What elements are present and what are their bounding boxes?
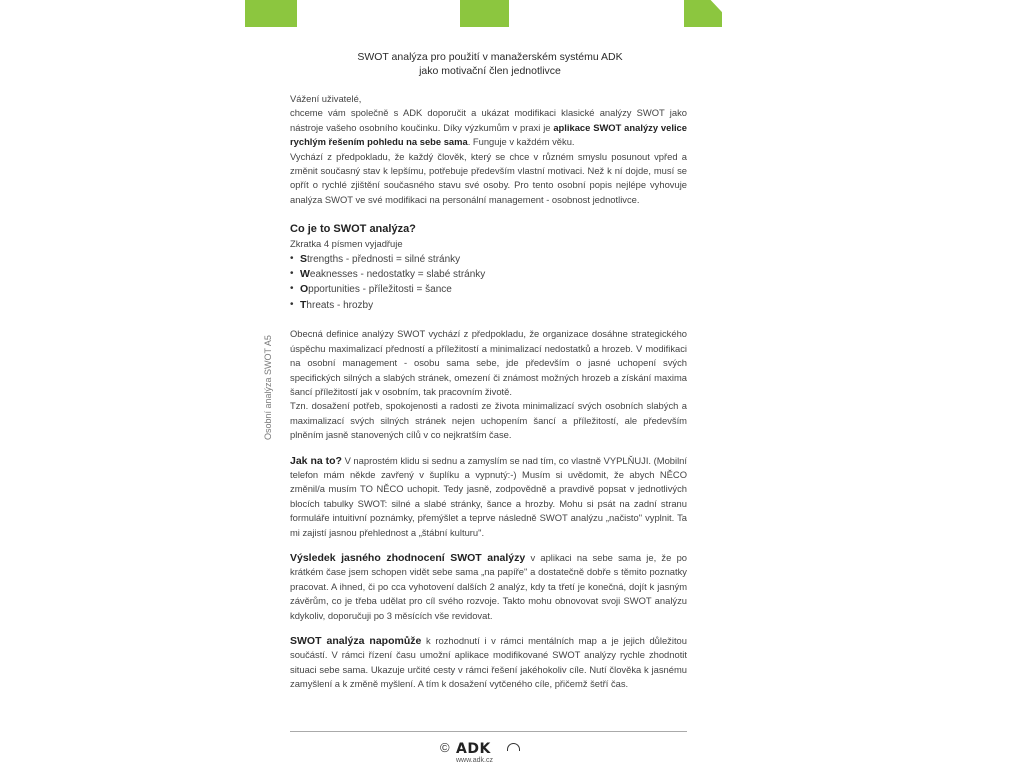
swot-list — [290, 252, 687, 314]
intro-paragraph-2: Vychází z předpokladu, že každý člověk, který se chce v různém smyslu posunout vpřed a změnit současný stav k lepšímu, potřebuje především vlastní motivaci. Než k ní dojde, musí se opřít o rychlé zjištění současného stavu své osoby. Pro tento osobní popis nejlépe vyhovuje analýza SWOT ve své modifikaci na personální management - osobnost jednotlivce. — [290, 150, 687, 205]
green-tab-left — [245, 0, 297, 27]
greeting: Vážení uživatelé, — [290, 93, 362, 104]
intro-highlight: aplikace SWOT analýzy velice rychlým řešením pohledu na sebe sama — [290, 121, 687, 148]
copyright-icon: © — [440, 740, 450, 755]
document-body — [290, 92, 687, 692]
result-heading: Výsledek jasného zhodnocení SWOT analýzy — [290, 551, 526, 564]
helps-paragraph: SWOT analýza napomůže k rozhodnutí i v rámci mentálních map a je jejich důležitou součástí. V rámci řízení času umožní aplikace modifikované SWOT analýzy rychle zhodnotit situaci sebe sama. Ukazuje určité cesty v rámci řešení jakéhokoliv cíle. Nutí člověka k jasnému zamyšlení a k změně myšlení. A tím k dosažení vytčeného cíle, přičemž šetří čas. — [290, 635, 687, 690]
footer-divider — [290, 731, 687, 732]
logo-arc-icon — [507, 743, 520, 751]
how-paragraph: Jak na to? V naprostém klidu si sednu a zamyslím se nad tím, co vlastně VYPLŇUJI. (Mobilní telefon mám někde zavřený v šuplíku a vypnutý:-) Musím si uvědomit, že abych NĚCO změnil/a musím TO NĚCO uchopit. Tedy jasně, zodpovědně a pravdivě popsat v jednotlivých blocích tabulky SWOT: silné a slabé stránky, šance a hrozby. Mohu si psát na zadní stranu formuláře intuitivní poznámky, přemýšlet a teprve následně SWOT analýzu „načisto" vyplnit. Ta mi zajistí jasnou přehlednost a „štábní kulturu". — [290, 454, 687, 538]
green-tab-middle — [460, 0, 509, 27]
title-line-2: jako motivační člen jednotlivce — [419, 65, 561, 77]
list-item: • Strengths - přednosti = silné stránky — [290, 252, 687, 267]
how-heading: Jak na to? — [290, 454, 342, 467]
page-title — [260, 50, 720, 78]
list-item: • Weaknesses - nedostatky = slabé stránky — [290, 267, 687, 282]
section-heading-what: Co je to SWOT analýza? — [290, 223, 416, 236]
website-link[interactable]: www.adk.cz — [456, 757, 493, 764]
side-label: Osobní analýza SWOT A5 — [263, 335, 273, 440]
title-line-1: SWOT analýza pro použití v manažerském systému ADK — [357, 51, 623, 63]
intro-paragraph: chceme vám společně s ADK doporučit a ukázat modifikaci klasické analýzy SWOT jako nástroje vašeho osobního koučinku. Díky výzkumům v praxi je aplikace SWOT analýzy velice rychlým řešením pohledu na sebe sama. Funguje v každém věku. — [290, 107, 687, 148]
list-item: • Threats - hrozby — [290, 298, 687, 313]
green-tab-right — [684, 0, 722, 27]
list-item: • Opportunities - příležitosti = šance — [290, 282, 687, 297]
adk-logo: ADK — [456, 741, 491, 757]
section-subheading: Zkratka 4 písmen vyjadřuje — [290, 238, 403, 250]
definition-paragraph-2: Tzn. dosažení potřeb, spokojenosti a radosti ze života minimalizací svých osobních slabých a maximalizací svých silných stránek nejen uchopením šancí a příležitostí, ale především plněním jasně stanovených cílů v co nejkratším čase. — [290, 400, 687, 441]
helps-heading: SWOT analýza napomůže — [290, 635, 422, 647]
result-paragraph: Výsledek jasného zhodnocení SWOT analýzy v aplikaci na sebe sama je, že po krátkém čase jsem schopen vidět sebe sama „na papíře" a dostatečně dobře s těmito poznatky pracovat. A ihned, či po cca vyhotovení dalších 2 analýz, kdy ta třetí je konečná, dojít k jasným závěrům, co je třeba udělat pro cíl svého rozvoje. Takto mohu obnovovat svoji SWOT analýzu kdykoliv, doporučuji po 3 měsících vše revidovat. — [290, 551, 687, 621]
definition-paragraph: Obecná definice analýzy SWOT vychází z předpokladu, že organizace dosáhne strategického úspěchu maximalizací předností a příležitostí a minimalizací nedostatků a hrozeb. V modifikaci na osobní management - osobu sama sebe, jde především o jasné uchopení svých specifických silných a slabých stránek, omezení či známost možných hrozeb a získání maxima šancí příležitostí jak v osobním, tak pracovním životě. — [290, 328, 687, 397]
